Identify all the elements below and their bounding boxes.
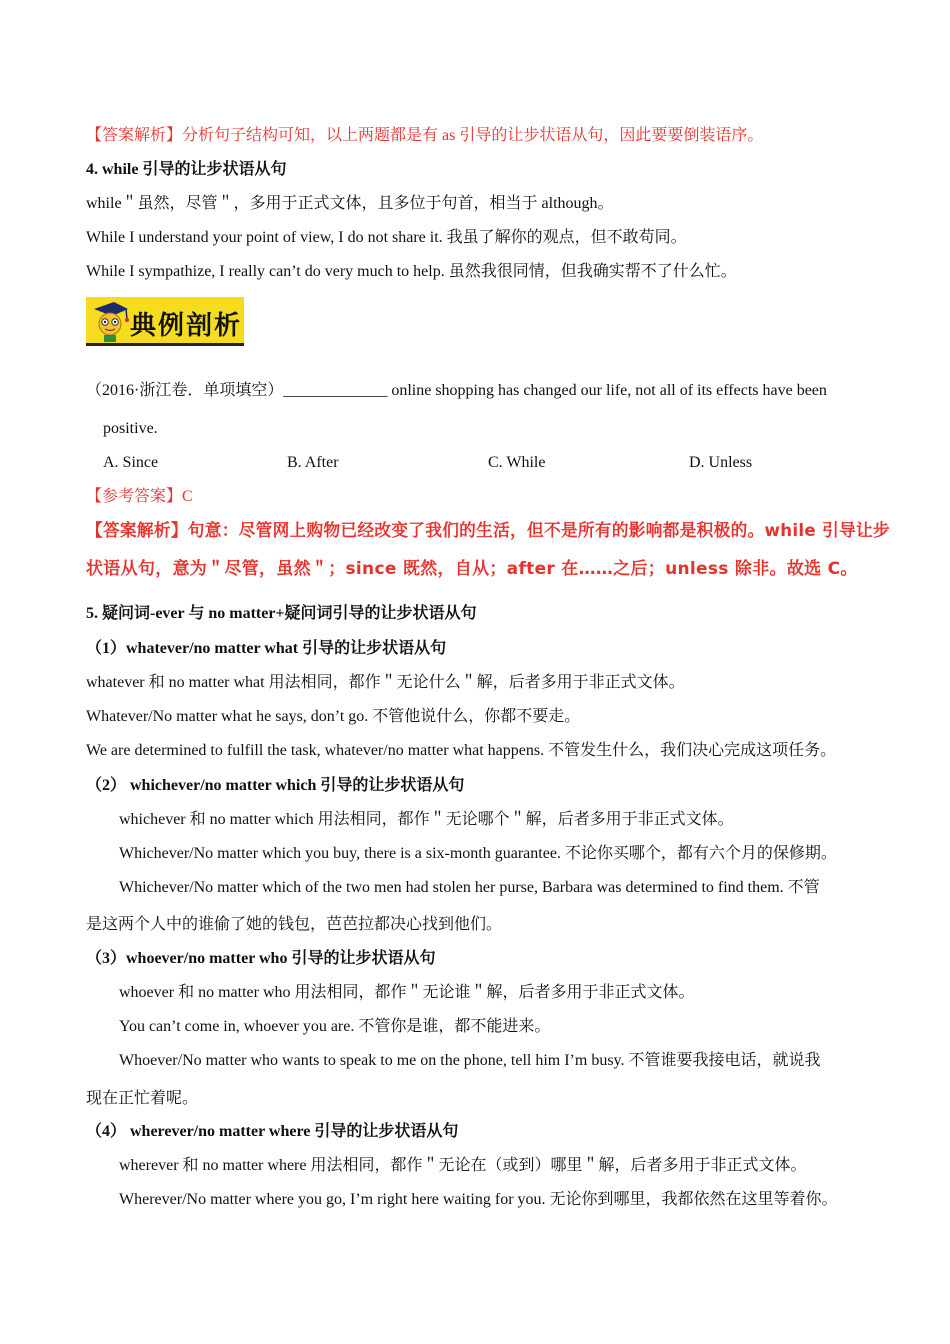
paragraph-line: Whichever/No matter which you buy, there is a six-month guarantee. 不论你买哪个，都有六个月的保修期。	[119, 845, 837, 862]
paragraph-line: Whichever/No matter which of the two men had stolen her purse, Barbara was determined to find them. 不管	[119, 879, 820, 896]
subsection-heading: （4） wherever/no matter where 引导的让步状语从句	[86, 1123, 459, 1140]
paragraph-line: While I understand your point of view, I do not share it. 我虽了解你的观点，但不敢苟同。	[86, 229, 687, 246]
paragraph-line: whichever 和 no matter which 用法相同，都作＂无论哪个＂解，后者多用于非正式文体。	[119, 811, 734, 828]
example-analysis-banner	[86, 297, 244, 349]
paragraph-line: while＂虽然，尽管＂，多用于正式文体，且多位于句首，相当于 although。	[86, 195, 614, 212]
answer-analysis-text: 状语从句，意为＂尽管，虽然＂；since 既然，自从；after 在……之后；unless 除非。故选 C。	[86, 559, 858, 579]
option-d: D. Unless	[689, 454, 753, 471]
paragraph-line: Whoever/No matter who wants to speak to me on the phone, tell him I’m busy. 不管谁要我接电话，就说我	[119, 1052, 821, 1069]
question-text: positive.	[103, 420, 158, 437]
paragraph-line: Whatever/No matter what he says, don’t go. 不管他说什么，你都不要走。	[86, 708, 581, 725]
paragraph-line: We are determined to fulfill the task, whatever/no matter what happens. 不管发生什么，我们决心完成这项任务。	[86, 742, 837, 759]
section-heading: 4. while 引导的让步状语从句	[86, 161, 287, 178]
answer-analysis-text: 【答案解析】分析句子结构可知，以上两题都是有 as 引导的让步状语从句，因此要要倒装语序。	[86, 127, 764, 144]
paragraph-line: whoever 和 no matter who 用法相同，都作＂无论谁＂解，后者多用于非正式文体。	[119, 984, 695, 1001]
option-c: C. While	[488, 454, 546, 471]
subsection-heading: （3）whoever/no matter who 引导的让步状语从句	[86, 950, 436, 967]
option-a: A. Since	[103, 454, 159, 471]
option-b: B. After	[287, 454, 339, 471]
subsection-heading: （1）whatever/no matter what 引导的让步状语从句	[86, 640, 447, 657]
section-heading: 5. 疑问词-ever 与 no matter+疑问词引导的让步状语从句	[86, 605, 477, 622]
paragraph-line: whatever 和 no matter what 用法相同，都作＂无论什么＂解，后者多用于非正式文体。	[86, 674, 685, 691]
reference-answer: 【参考答案】C	[86, 488, 193, 505]
paragraph-line: 是这两个人中的谁偷了她的钱包，芭芭拉都决心找到他们。	[86, 916, 503, 933]
paragraph-line: You can’t come in, whoever you are. 不管你是谁，都不能进来。	[119, 1018, 551, 1035]
question-text: （2016·浙江卷．单项填空）_____________ online shopping has changed our life, not all of its effects have been	[86, 382, 827, 399]
student-graduate-icon	[88, 299, 132, 343]
paragraph-line: While I sympathize, I really can’t do very much to help. 虽然我很同情，但我确实帮不了什么忙。	[86, 263, 737, 280]
subsection-heading: （2） whichever/no matter which 引导的让步状语从句	[86, 777, 465, 794]
paragraph-line: 现在正忙着呢。	[86, 1090, 199, 1107]
banner-title: 典例剖析	[130, 311, 243, 341]
paragraph-line: wherever 和 no matter where 用法相同，都作＂无论在（或到）哪里＂解，后者多用于非正式文体。	[119, 1157, 807, 1174]
paragraph-line: Wherever/No matter where you go, I’m right here waiting for you. 无论你到哪里，我都依然在这里等着你。	[119, 1191, 838, 1208]
answer-analysis-text: 【答案解析】句意：尽管网上购物已经改变了我们的生活，但不是所有的影响都是积极的。while 引导让步	[86, 521, 890, 541]
